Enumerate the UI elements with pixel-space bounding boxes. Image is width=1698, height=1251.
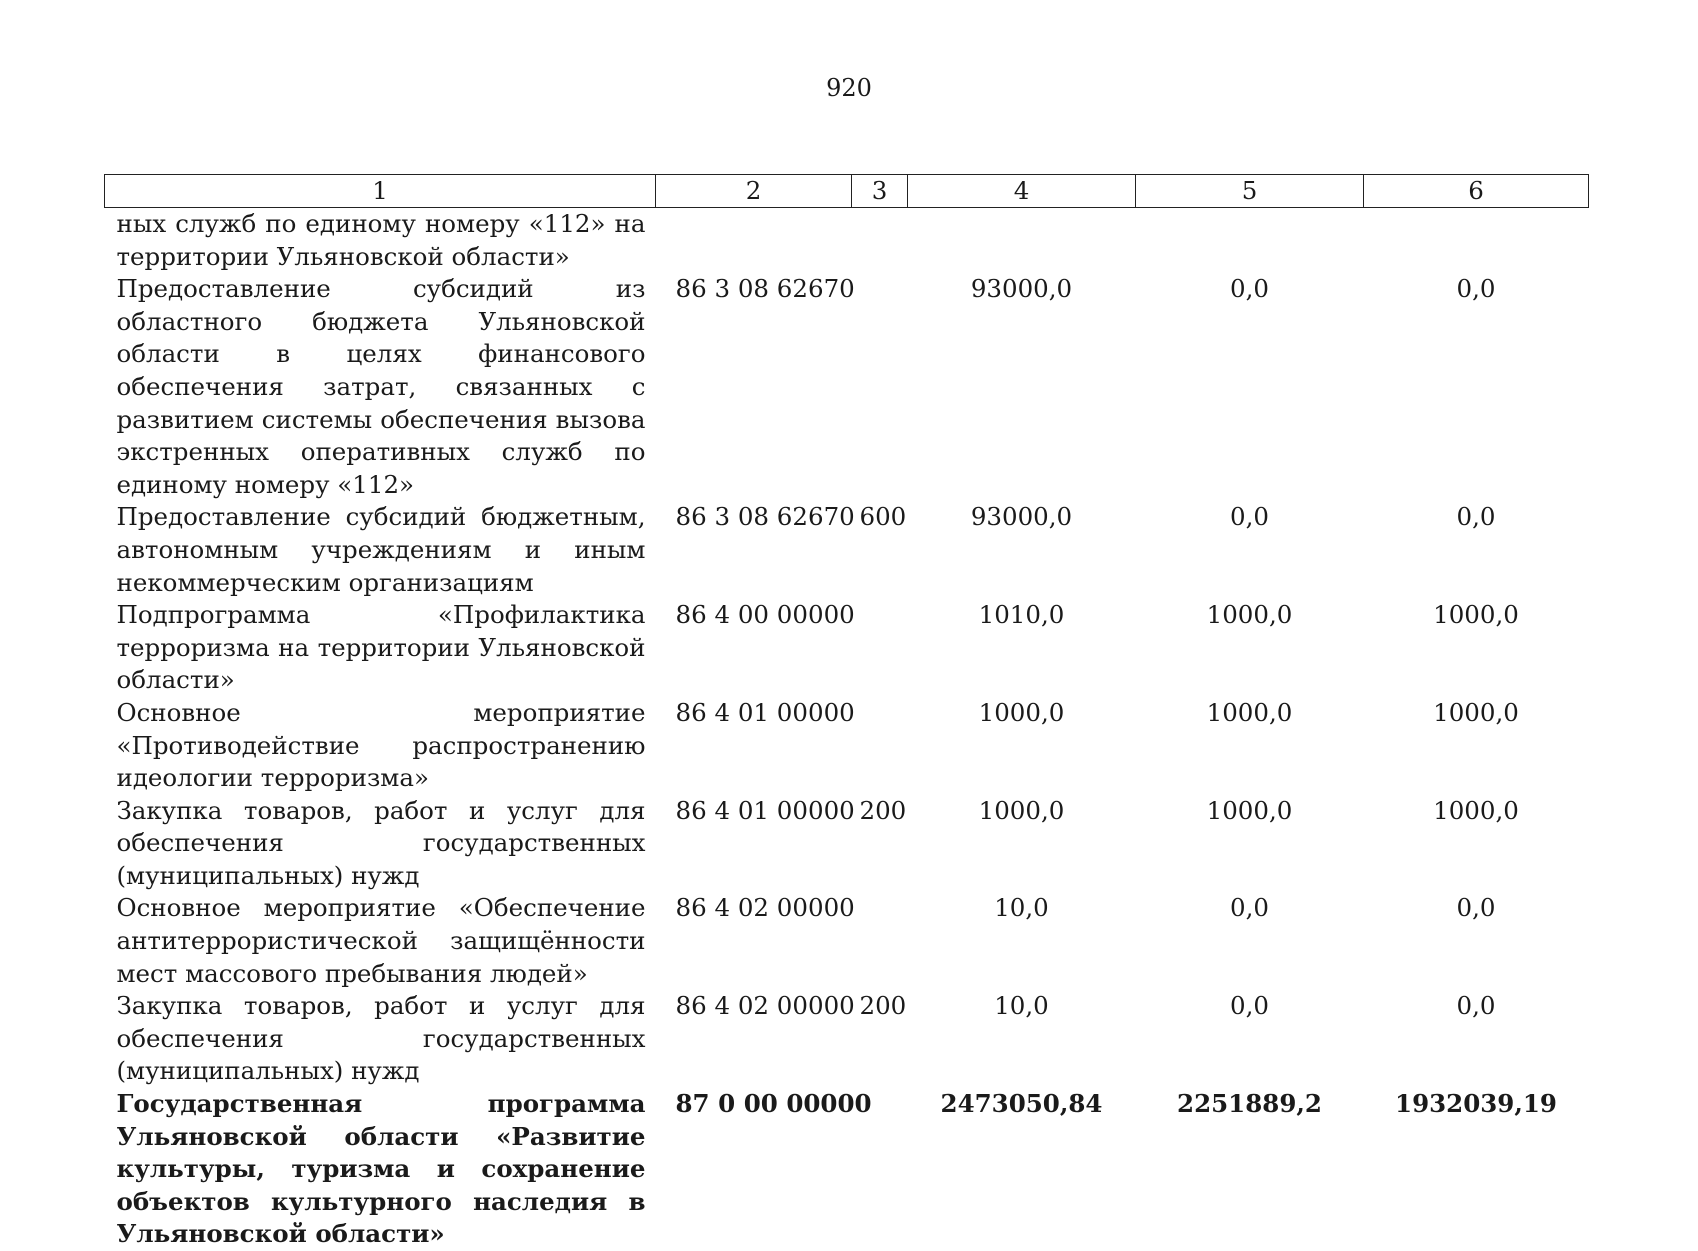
row-expense-type — [852, 599, 908, 697]
table-row — [105, 599, 1589, 697]
row-name: Основное мероприятие «Обеспечение антитеррористической защищённости мест массового пребывания людей» — [116, 893, 646, 988]
row-value-col4: 2473050,84 — [940, 1089, 1103, 1119]
row-code: 86 4 02 00000 — [675, 991, 855, 1021]
row-value-col6: 1000,0 — [1433, 795, 1519, 825]
row-value-col5: 0,0 — [1230, 893, 1269, 923]
table-row — [105, 697, 1589, 795]
row-code: 86 3 08 62670 — [675, 274, 855, 304]
row-name: Предоставление субсидий бюджетным, автономным учреждениям и иным некоммерческим организациям — [116, 502, 646, 597]
column-number-header-row — [105, 175, 1589, 208]
row-expense-type: 600 — [859, 502, 907, 532]
column-header-1: 1 — [105, 175, 656, 208]
row-value-col5: 1000,0 — [1206, 697, 1293, 727]
row-value-col6: 1000,0 — [1433, 697, 1519, 727]
row-value-col6 — [1364, 208, 1589, 274]
table-row — [105, 208, 1589, 274]
row-code: 86 3 08 62670 — [675, 502, 855, 532]
row-expense-type — [852, 697, 908, 795]
row-value-col4: 1000,0 — [978, 795, 1065, 825]
table-row — [105, 795, 1589, 893]
row-expense-type: 200 — [859, 795, 907, 825]
column-header-4: 4 — [908, 175, 1136, 208]
row-value-col4: 1010,0 — [978, 600, 1065, 630]
table-row — [105, 1088, 1589, 1251]
table-row — [105, 273, 1589, 501]
row-value-col4: 10,0 — [994, 893, 1049, 923]
row-value-col5: 1000,0 — [1206, 600, 1293, 630]
row-name: Закупка товаров, работ и услуг для обеспечения государственных (муниципальных) нужд — [116, 991, 646, 1086]
column-header-2: 2 — [656, 175, 852, 208]
row-name: Основное мероприятие «Противодействие распространению идеологии терроризма» — [116, 697, 646, 793]
row-expense-type — [852, 273, 908, 501]
row-code: 86 4 01 00000 — [675, 795, 855, 825]
row-value-col5: 1000,0 — [1206, 795, 1293, 825]
row-name: ных служб по единому номеру «112» на территории Ульяновской области» — [116, 209, 646, 271]
column-header-5: 5 — [1136, 175, 1364, 208]
row-value-col6: 1000,0 — [1433, 600, 1519, 630]
row-expense-type — [852, 208, 908, 274]
row-name: Государственная программа Ульяновской области «Развитие культуры, туризма и сохранение объектов культурного наследия в Ульяновской области» — [116, 1089, 646, 1249]
column-header-6: 6 — [1364, 175, 1589, 208]
table-row — [105, 501, 1589, 599]
row-code: 86 4 00 00000 — [675, 600, 855, 630]
column-header-3: 3 — [852, 175, 908, 208]
row-value-col4 — [908, 208, 1136, 274]
row-value-col5 — [1136, 208, 1364, 274]
row-value-col6: 0,0 — [1456, 991, 1496, 1021]
row-value-col5: 0,0 — [1230, 274, 1269, 304]
row-code — [656, 208, 852, 274]
row-value-col6: 1932039,19 — [1395, 1089, 1557, 1119]
table-row — [105, 892, 1589, 990]
row-expense-type — [852, 892, 908, 990]
row-value-col4: 1000,0 — [978, 697, 1065, 727]
row-value-col6: 0,0 — [1456, 274, 1496, 304]
row-value-col5: 0,0 — [1230, 991, 1269, 1021]
row-name: Закупка товаров, работ и услуг для обеспечения государственных (муниципальных) нужд — [116, 795, 646, 890]
row-value-col6: 0,0 — [1456, 502, 1496, 532]
row-value-col4: 93000,0 — [970, 502, 1073, 532]
page-number: 920 — [826, 74, 872, 102]
row-name: Подпрограмма «Профилактика терроризма на территории Ульяновской области» — [116, 600, 646, 695]
row-code: 86 4 02 00000 — [675, 893, 855, 923]
row-value-col4: 10,0 — [994, 991, 1049, 1021]
row-expense-type: 200 — [859, 991, 907, 1021]
row-code: 87 0 00 00000 — [675, 1089, 872, 1119]
table-row — [105, 990, 1589, 1088]
row-value-col5: 0,0 — [1230, 502, 1269, 532]
row-code: 86 4 01 00000 — [675, 697, 855, 727]
budget-table — [104, 174, 1589, 1251]
row-name: Предоставление субсидий из областного бюджета Ульяновской области в целях финансового обеспечения затрат, связанных с развитием системы обеспечения вызова экстренных оперативных служб по единому номеру «112» — [116, 274, 646, 499]
row-value-col6: 0,0 — [1456, 893, 1496, 923]
row-value-col4: 93000,0 — [970, 274, 1073, 304]
row-value-col5: 2251889,2 — [1177, 1089, 1322, 1119]
